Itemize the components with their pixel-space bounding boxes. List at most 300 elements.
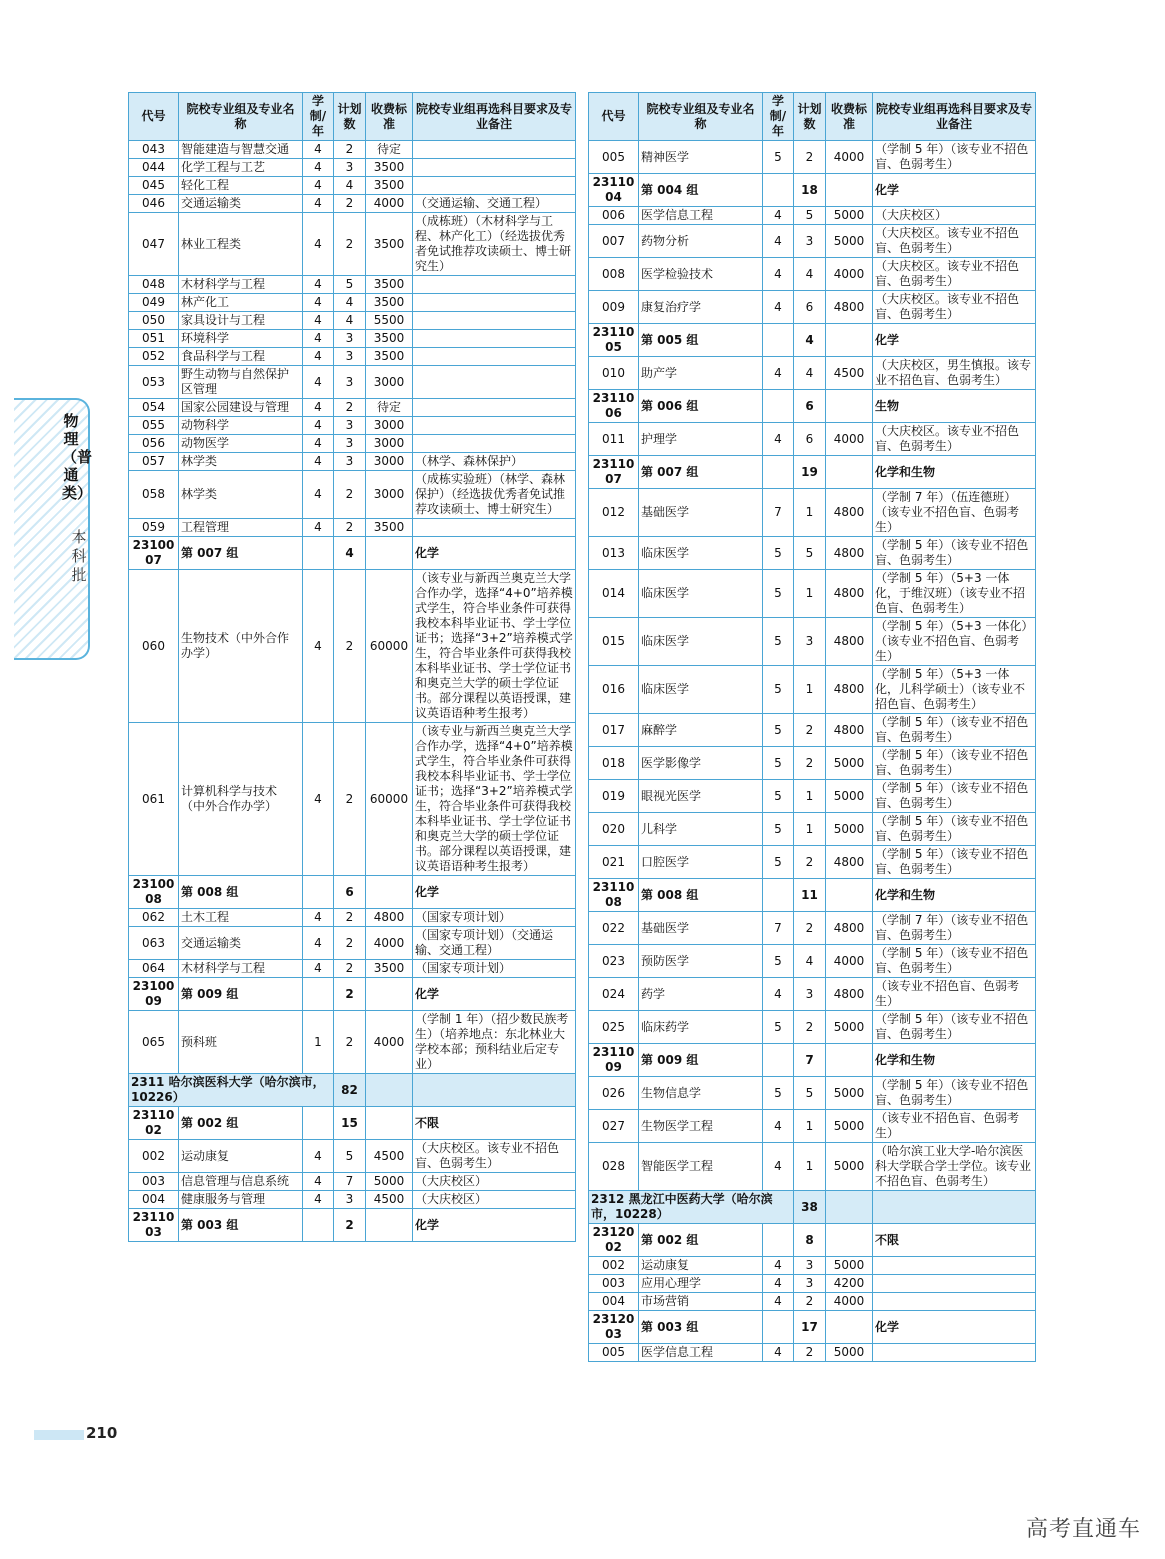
years-cell: 5 xyxy=(763,1011,794,1044)
fee-cell: 待定 xyxy=(366,399,413,417)
group-row xyxy=(589,1311,1036,1344)
major-row xyxy=(129,294,576,312)
name-cell: 第 002 组 xyxy=(179,1107,303,1140)
code-cell: 048 xyxy=(129,276,179,294)
name-cell: 口腔医学 xyxy=(639,846,763,879)
name-cell: 林学类 xyxy=(179,453,303,471)
group-row xyxy=(589,456,1036,489)
fee-cell: 3500 xyxy=(366,213,413,276)
fee-cell: 4000 xyxy=(826,945,873,978)
note-cell: 生物 xyxy=(873,390,1036,423)
table-body xyxy=(129,141,576,1242)
fee-cell: 4800 xyxy=(826,714,873,747)
years-cell: 4 xyxy=(303,195,334,213)
fee-cell xyxy=(366,1074,413,1107)
years-cell: 4 xyxy=(303,927,334,960)
major-row xyxy=(589,570,1036,618)
note-cell: 化学 xyxy=(413,1209,576,1242)
major-row xyxy=(129,927,576,960)
plan-cell: 4 xyxy=(334,537,366,570)
name-cell: 助产学 xyxy=(639,357,763,390)
fee-cell: 3000 xyxy=(366,417,413,435)
years-cell: 5 xyxy=(763,141,794,174)
fee-cell xyxy=(366,978,413,1011)
note-cell: （学制 5 年）（该专业不招色盲、色弱考生） xyxy=(873,714,1036,747)
note-cell: （学制 5 年）（5+3 一体化，于维汉班）（该专业不招色盲、色弱考生） xyxy=(873,570,1036,618)
major-row xyxy=(129,399,576,417)
code-cell: 057 xyxy=(129,453,179,471)
plan-cell: 17 xyxy=(794,1311,826,1344)
plan-cell: 1 xyxy=(794,1110,826,1143)
years-cell: 5 xyxy=(763,1077,794,1110)
fee-cell: 4500 xyxy=(826,357,873,390)
years-cell: 4 xyxy=(763,1110,794,1143)
fee-cell: 4800 xyxy=(826,489,873,537)
years-cell: 5 xyxy=(763,666,794,714)
name-cell: 运动康复 xyxy=(179,1140,303,1173)
plan-cell: 4 xyxy=(794,357,826,390)
major-row xyxy=(129,141,576,159)
fee-cell: 4000 xyxy=(366,195,413,213)
header-plan: 计划数 xyxy=(334,93,366,141)
name-cell: 市场营销 xyxy=(639,1293,763,1311)
code-cell: 004 xyxy=(129,1191,179,1209)
major-row xyxy=(129,177,576,195)
code-cell: 028 xyxy=(589,1143,639,1191)
plan-cell: 2 xyxy=(794,846,826,879)
years-cell: 4 xyxy=(303,435,334,453)
fee-cell: 待定 xyxy=(366,141,413,159)
note-cell: （大庆校区） xyxy=(413,1173,576,1191)
years-cell: 4 xyxy=(303,960,334,978)
major-row xyxy=(129,960,576,978)
note-cell: （学制 7 年）（该专业不招色盲、色弱考生） xyxy=(873,912,1036,945)
name-cell: 家具设计与工程 xyxy=(179,312,303,330)
years-cell: 4 xyxy=(303,294,334,312)
plan-cell: 3 xyxy=(334,348,366,366)
note-cell: 化学和生物 xyxy=(873,879,1036,912)
years-cell: 5 xyxy=(763,846,794,879)
note-cell: （学制 5 年）（该专业不招色盲、色弱考生） xyxy=(873,1077,1036,1110)
note-cell: （国家专项计划） xyxy=(413,960,576,978)
note-cell xyxy=(413,366,576,399)
note-cell: （国家专项计划）（交通运输、交通工程） xyxy=(413,927,576,960)
major-row xyxy=(129,213,576,276)
name-cell: 药学 xyxy=(639,978,763,1011)
major-row xyxy=(589,714,1036,747)
plan-cell: 2 xyxy=(334,909,366,927)
table-header-row xyxy=(129,93,576,141)
name-cell: 临床医学 xyxy=(639,537,763,570)
fee-cell: 4800 xyxy=(826,846,873,879)
note-cell xyxy=(413,1074,576,1107)
code-cell: 023 xyxy=(589,945,639,978)
major-row xyxy=(129,195,576,213)
fee-cell: 60000 xyxy=(366,723,413,876)
major-row xyxy=(129,330,576,348)
major-row xyxy=(589,1344,1036,1362)
major-row xyxy=(589,912,1036,945)
plan-cell: 2 xyxy=(334,1011,366,1074)
plan-cell: 2 xyxy=(334,570,366,723)
code-cell: 015 xyxy=(589,618,639,666)
header-code: 代号 xyxy=(589,93,639,141)
major-row xyxy=(589,537,1036,570)
name-cell: 医学检验技术 xyxy=(639,258,763,291)
code-cell: 012 xyxy=(589,489,639,537)
fee-cell: 5000 xyxy=(826,1344,873,1362)
note-cell xyxy=(413,348,576,366)
code-cell: 054 xyxy=(129,399,179,417)
name-cell: 临床医学 xyxy=(639,618,763,666)
header-name: 院校专业组及专业名称 xyxy=(179,93,303,141)
years-cell: 5 xyxy=(763,945,794,978)
years-cell: 4 xyxy=(303,519,334,537)
years-cell xyxy=(763,879,794,912)
note-cell: （学制 5 年）（该专业不招色盲、色弱考生） xyxy=(873,813,1036,846)
years-cell: 4 xyxy=(303,570,334,723)
plan-cell: 2 xyxy=(334,1209,366,1242)
name-cell: 食品科学与工程 xyxy=(179,348,303,366)
code-cell: 2310007 xyxy=(129,537,179,570)
code-cell: 056 xyxy=(129,435,179,453)
watermark: 高考直通车 xyxy=(1026,1517,1142,1542)
code-cell: 002 xyxy=(589,1257,639,1275)
plan-cell: 1 xyxy=(794,489,826,537)
years-cell xyxy=(763,324,794,357)
fee-cell: 3000 xyxy=(366,435,413,453)
code-cell: 059 xyxy=(129,519,179,537)
note-cell: （学制 5 年）（该专业不招色盲、色弱考生） xyxy=(873,747,1036,780)
note-cell xyxy=(413,177,576,195)
years-cell: 4 xyxy=(303,1173,334,1191)
note-cell: （大庆校区） xyxy=(873,207,1036,225)
major-row xyxy=(589,1293,1036,1311)
note-cell xyxy=(873,1293,1036,1311)
note-cell: （学制 5 年）（该专业不招色盲、色弱考生） xyxy=(873,945,1036,978)
fee-cell xyxy=(366,876,413,909)
plan-cell: 8 xyxy=(794,1224,826,1257)
fee-cell: 5000 xyxy=(826,780,873,813)
years-cell: 4 xyxy=(303,330,334,348)
years-cell: 4 xyxy=(303,348,334,366)
major-row xyxy=(129,909,576,927)
name-cell: 第 005 组 xyxy=(639,324,763,357)
name-cell: 木材科学与工程 xyxy=(179,276,303,294)
name-cell: 交通运输类 xyxy=(179,195,303,213)
code-cell: 2310008 xyxy=(129,876,179,909)
table-body xyxy=(589,141,1036,1362)
fee-cell: 3500 xyxy=(366,330,413,348)
name-cell: 土木工程 xyxy=(179,909,303,927)
years-cell: 5 xyxy=(763,714,794,747)
fee-cell: 4000 xyxy=(366,1011,413,1074)
name-cell: 林产化工 xyxy=(179,294,303,312)
name-cell: 第 006 组 xyxy=(639,390,763,423)
years-cell xyxy=(303,537,334,570)
code-cell: 005 xyxy=(589,1344,639,1362)
fee-cell: 5000 xyxy=(826,813,873,846)
major-row xyxy=(589,1275,1036,1293)
fee-cell: 3000 xyxy=(366,453,413,471)
years-cell: 5 xyxy=(763,813,794,846)
note-cell: （该专业不招色盲、色弱考生） xyxy=(873,1110,1036,1143)
years-cell: 7 xyxy=(763,489,794,537)
plan-cell: 1 xyxy=(794,570,826,618)
plan-cell: 1 xyxy=(794,780,826,813)
plan-cell: 2 xyxy=(794,1344,826,1362)
plan-cell: 2 xyxy=(334,978,366,1011)
note-cell xyxy=(413,519,576,537)
note-cell: （学制 5 年）（该专业不招色盲、色弱考生） xyxy=(873,141,1036,174)
code-cell: 2311007 xyxy=(589,456,639,489)
code-cell: 2311008 xyxy=(589,879,639,912)
plan-cell: 3 xyxy=(334,159,366,177)
name-cell: 第 008 组 xyxy=(179,876,303,909)
plan-cell: 4 xyxy=(334,177,366,195)
name-cell: 基础医学 xyxy=(639,912,763,945)
major-row xyxy=(129,723,576,876)
note-cell: （大庆校区。该专业不招色盲、色弱考生） xyxy=(873,258,1036,291)
major-row xyxy=(129,1173,576,1191)
fee-cell: 5000 xyxy=(826,225,873,258)
note-cell: （大庆校区） xyxy=(413,1191,576,1209)
note-cell: （学制 5 年）（该专业不招色盲、色弱考生） xyxy=(873,537,1036,570)
name-cell: 临床药学 xyxy=(639,1011,763,1044)
code-cell: 055 xyxy=(129,417,179,435)
group-row xyxy=(589,1224,1036,1257)
major-row xyxy=(129,519,576,537)
note-cell: 化学 xyxy=(873,324,1036,357)
years-cell: 4 xyxy=(763,1257,794,1275)
note-cell xyxy=(413,330,576,348)
plan-cell: 4 xyxy=(794,258,826,291)
note-cell: （国家专项计划） xyxy=(413,909,576,927)
fee-cell: 3500 xyxy=(366,177,413,195)
note-cell: 化学和生物 xyxy=(873,456,1036,489)
group-row xyxy=(589,324,1036,357)
name-cell: 运动康复 xyxy=(639,1257,763,1275)
fee-cell: 5000 xyxy=(366,1173,413,1191)
plan-cell: 6 xyxy=(334,876,366,909)
note-cell: （学制 5 年）（该专业不招色盲、色弱考生） xyxy=(873,1011,1036,1044)
code-cell: 2311003 xyxy=(129,1209,179,1242)
code-cell: 022 xyxy=(589,912,639,945)
header-years: 学制/年 xyxy=(763,93,794,141)
name-cell: 轻化工程 xyxy=(179,177,303,195)
name-cell: 工程管理 xyxy=(179,519,303,537)
years-cell: 4 xyxy=(303,366,334,399)
code-cell: 018 xyxy=(589,747,639,780)
major-row xyxy=(589,1011,1036,1044)
name-cell: 眼视光医学 xyxy=(639,780,763,813)
name-cell: 第 007 组 xyxy=(179,537,303,570)
plan-cell: 3 xyxy=(794,618,826,666)
plan-cell: 3 xyxy=(334,366,366,399)
note-cell xyxy=(413,294,576,312)
fee-cell xyxy=(826,174,873,207)
fee-cell: 3500 xyxy=(366,348,413,366)
fee-cell: 4800 xyxy=(826,618,873,666)
header-fee: 收费标准 xyxy=(826,93,873,141)
group-row xyxy=(589,174,1036,207)
name-cell: 应用心理学 xyxy=(639,1275,763,1293)
code-cell: 058 xyxy=(129,471,179,519)
table-header-row xyxy=(589,93,1036,141)
years-cell: 5 xyxy=(763,570,794,618)
note-cell: 化学 xyxy=(413,978,576,1011)
name-cell: 预防医学 xyxy=(639,945,763,978)
note-cell: 化学和生物 xyxy=(873,1044,1036,1077)
major-row xyxy=(589,1110,1036,1143)
years-cell: 4 xyxy=(303,909,334,927)
fee-cell: 3500 xyxy=(366,159,413,177)
major-row xyxy=(129,453,576,471)
note-cell: 不限 xyxy=(413,1107,576,1140)
code-cell: 052 xyxy=(129,348,179,366)
note-cell xyxy=(413,399,576,417)
fee-cell: 4500 xyxy=(366,1191,413,1209)
name-cell: 麻醉学 xyxy=(639,714,763,747)
page-number-bar xyxy=(34,1430,84,1440)
name-cell: 第 002 组 xyxy=(639,1224,763,1257)
years-cell: 4 xyxy=(763,258,794,291)
fee-cell xyxy=(826,1224,873,1257)
years-cell: 5 xyxy=(763,747,794,780)
years-cell xyxy=(303,1107,334,1140)
name-cell: 生物医学工程 xyxy=(639,1110,763,1143)
name-cell: 智能医学工程 xyxy=(639,1143,763,1191)
fee-cell xyxy=(826,1191,873,1224)
plan-cell: 15 xyxy=(334,1107,366,1140)
major-row xyxy=(129,570,576,723)
years-cell xyxy=(763,1311,794,1344)
fee-cell: 4000 xyxy=(826,141,873,174)
fee-cell: 4800 xyxy=(826,666,873,714)
major-row xyxy=(589,846,1036,879)
major-row xyxy=(129,1011,576,1074)
name-cell: 动物医学 xyxy=(179,435,303,453)
note-cell xyxy=(413,276,576,294)
code-cell: 010 xyxy=(589,357,639,390)
fee-cell: 3500 xyxy=(366,960,413,978)
code-cell: 026 xyxy=(589,1077,639,1110)
fee-cell: 60000 xyxy=(366,570,413,723)
plan-cell: 2 xyxy=(334,723,366,876)
note-cell: （成栋班）（木材科学与工程、林产化工）（经选拔优秀者免试推荐攻读硕士、博士研究生） xyxy=(413,213,576,276)
years-cell: 5 xyxy=(763,537,794,570)
university-row xyxy=(589,1191,1036,1224)
major-row xyxy=(129,366,576,399)
years-cell: 4 xyxy=(763,357,794,390)
plan-cell: 3 xyxy=(334,1191,366,1209)
years-cell: 4 xyxy=(303,417,334,435)
note-cell: （学制 5 年）（该专业不招色盲、色弱考生） xyxy=(873,846,1036,879)
major-row xyxy=(589,291,1036,324)
code-cell: 053 xyxy=(129,366,179,399)
note-cell: 化学 xyxy=(873,1311,1036,1344)
years-cell xyxy=(763,174,794,207)
plan-cell: 3 xyxy=(794,1257,826,1275)
fee-cell: 4800 xyxy=(826,570,873,618)
plan-cell: 3 xyxy=(334,417,366,435)
fee-cell: 5000 xyxy=(826,1011,873,1044)
plan-cell: 3 xyxy=(334,453,366,471)
plan-cell: 2 xyxy=(794,1293,826,1311)
name-cell: 计算机科学与技术（中外合作办学） xyxy=(179,723,303,876)
years-cell: 5 xyxy=(763,618,794,666)
fee-cell: 4200 xyxy=(826,1275,873,1293)
note-cell: （学制 7 年）（伍连德班）（该专业不招色盲、色弱考生） xyxy=(873,489,1036,537)
plan-cell: 2 xyxy=(794,912,826,945)
years-cell xyxy=(763,1044,794,1077)
major-row xyxy=(129,435,576,453)
name-cell: 林业工程类 xyxy=(179,213,303,276)
major-row xyxy=(589,225,1036,258)
name-cell: 第 003 组 xyxy=(639,1311,763,1344)
plan-cell: 3 xyxy=(334,435,366,453)
note-cell xyxy=(873,1344,1036,1362)
code-cell: 008 xyxy=(589,258,639,291)
plan-cell: 4 xyxy=(794,945,826,978)
years-cell: 4 xyxy=(303,723,334,876)
major-row xyxy=(129,276,576,294)
note-cell: （大庆校区。该专业不招色盲、色弱考生） xyxy=(413,1140,576,1173)
major-row xyxy=(589,141,1036,174)
name-cell: 生物技术（中外合作办学） xyxy=(179,570,303,723)
name-cell: 第 009 组 xyxy=(179,978,303,1011)
years-cell: 4 xyxy=(303,276,334,294)
code-cell: 005 xyxy=(589,141,639,174)
plan-cell: 5 xyxy=(334,276,366,294)
major-row xyxy=(589,945,1036,978)
fee-cell: 5000 xyxy=(826,1110,873,1143)
university-row xyxy=(129,1074,576,1107)
years-cell: 5 xyxy=(763,780,794,813)
group-row xyxy=(129,1107,576,1140)
name-cell: 基础医学 xyxy=(639,489,763,537)
note-cell: （哈尔滨工业大学-哈尔滨医科大学联合学士学位。该专业不招色盲、色弱考生） xyxy=(873,1143,1036,1191)
code-cell: 014 xyxy=(589,570,639,618)
note-cell: 化学 xyxy=(873,174,1036,207)
fee-cell: 3500 xyxy=(366,519,413,537)
code-cell: 011 xyxy=(589,423,639,456)
plan-cell: 4 xyxy=(334,312,366,330)
years-cell: 4 xyxy=(763,1344,794,1362)
plan-cell: 38 xyxy=(794,1191,826,1224)
code-cell: 051 xyxy=(129,330,179,348)
group-row xyxy=(129,978,576,1011)
note-cell xyxy=(413,141,576,159)
code-cell: 2311004 xyxy=(589,174,639,207)
years-cell xyxy=(763,1224,794,1257)
plan-cell: 18 xyxy=(794,174,826,207)
major-row xyxy=(129,1140,576,1173)
fee-cell: 4000 xyxy=(826,423,873,456)
plan-cell: 4 xyxy=(794,324,826,357)
code-cell: 050 xyxy=(129,312,179,330)
name-cell: 药物分析 xyxy=(639,225,763,258)
note-cell xyxy=(413,417,576,435)
plan-cell: 5 xyxy=(794,207,826,225)
years-cell: 4 xyxy=(763,1143,794,1191)
plan-cell: 6 xyxy=(794,291,826,324)
group-row xyxy=(589,879,1036,912)
header-name: 院校专业组及专业名称 xyxy=(639,93,763,141)
years-cell xyxy=(303,876,334,909)
name-cell: 木材科学与工程 xyxy=(179,960,303,978)
plan-cell: 3 xyxy=(794,978,826,1011)
